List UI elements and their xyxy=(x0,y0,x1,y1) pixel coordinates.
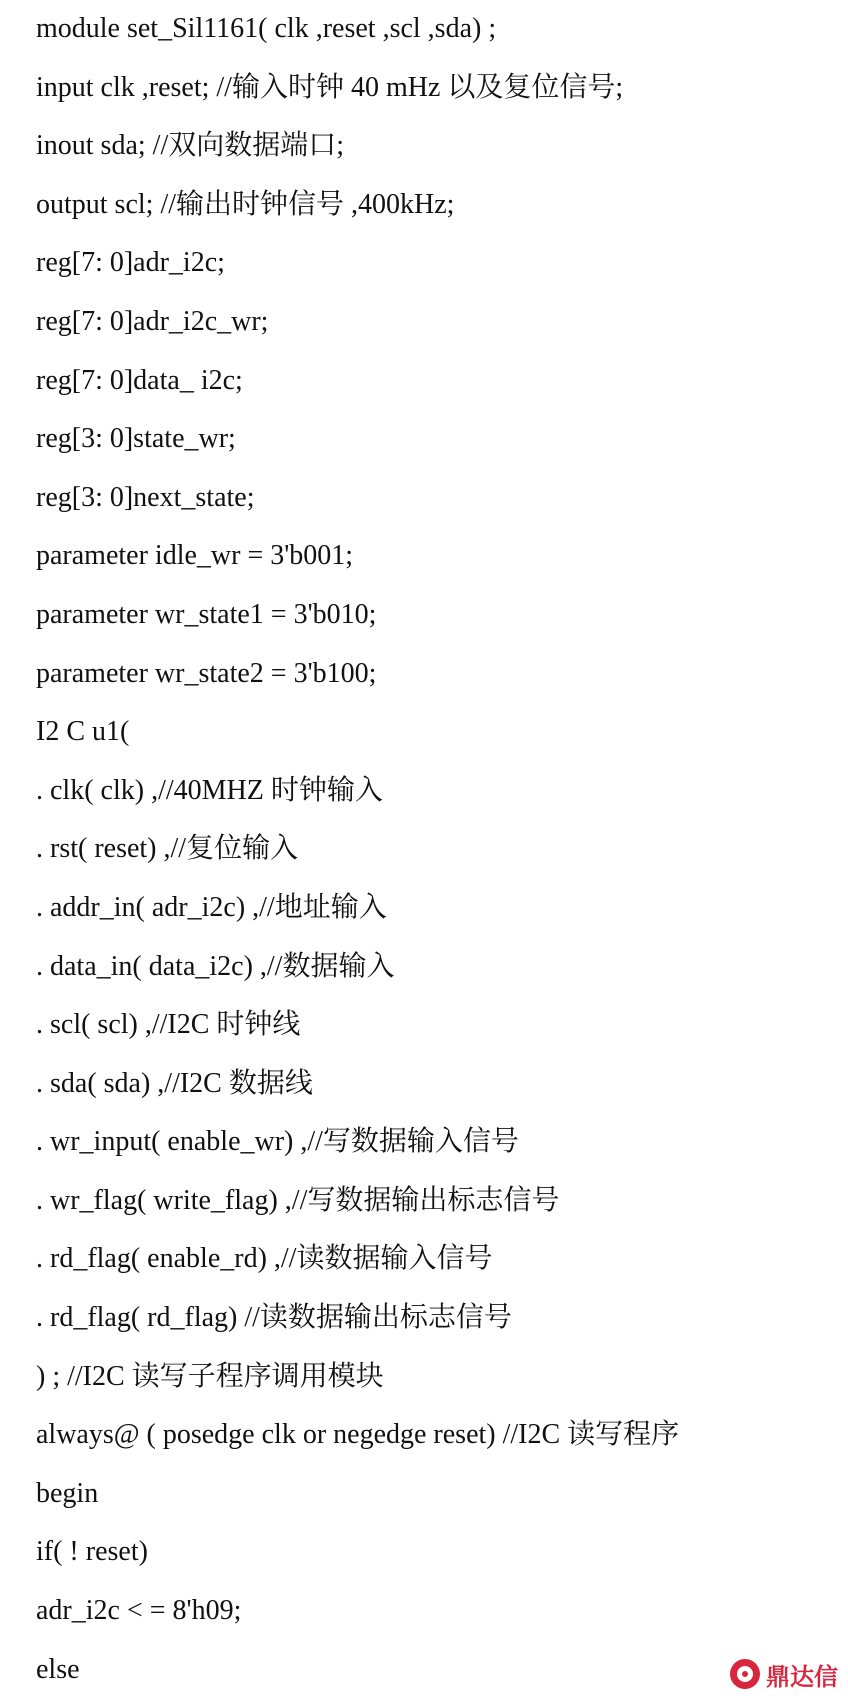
code-line: . wr_flag( write_flag) ,//写数据输出标志信号 xyxy=(36,1184,560,1216)
code-line: module set_Sil1161( clk ,reset ,scl ,sda) ; xyxy=(36,13,497,44)
code-line: output scl; //输出时钟信号 ,400kHz; xyxy=(36,188,455,220)
code-line: reg[3: 0]state_wr; xyxy=(36,423,236,455)
code-line: . rst( reset) ,//复位输入 xyxy=(36,833,299,865)
code-line: adr_i2c < = 8'h09; xyxy=(36,1595,242,1627)
watermark-text: 鼎达信 xyxy=(766,1662,838,1691)
code-listing xyxy=(36,0,836,1699)
code-line: ) ; //I2C 读写子程序调用模块 xyxy=(36,1360,384,1392)
watermark xyxy=(730,1654,838,1694)
code-line: parameter idle_wr = 3'b001; xyxy=(36,540,354,572)
code-line: parameter wr_state2 = 3'b100; xyxy=(36,657,377,689)
code-line: . data_in( data_i2c) ,//数据输入 xyxy=(36,950,395,982)
code-line: reg[7: 0]adr_i2c; xyxy=(36,247,225,279)
code-line: . scl( scl) ,//I2C 时钟线 xyxy=(36,1009,301,1041)
code-line: . addr_in( adr_i2c) ,//地址输入 xyxy=(36,891,387,923)
code-line: if( ! reset) xyxy=(36,1536,148,1568)
code-line: begin xyxy=(36,1477,99,1509)
code-line: always@ ( posedge clk or negedge reset) //I2C 读写程序 xyxy=(36,1419,680,1451)
code-line: inout sda; //双向数据端口; xyxy=(36,130,345,162)
dingdaxin-logo-icon xyxy=(730,1659,760,1689)
code-line: input clk ,reset; //输入时钟 40 mHz 以及复位信号; xyxy=(36,71,624,103)
code-line: . wr_input( enable_wr) ,//写数据输入信号 xyxy=(36,1126,519,1158)
code-line: reg[3: 0]next_state; xyxy=(36,481,255,513)
code-line: . rd_flag( rd_flag) //读数据输出标志信号 xyxy=(36,1302,512,1334)
code-line: I2 C u1( xyxy=(36,716,130,748)
code-line: reg[7: 0]data_ i2c; xyxy=(36,364,243,396)
code-line: parameter wr_state1 = 3'b010; xyxy=(36,598,377,630)
code-line: reg[7: 0]adr_i2c_wr; xyxy=(36,305,269,337)
code-line: . sda( sda) ,//I2C 数据线 xyxy=(36,1067,313,1099)
code-line: else xyxy=(36,1653,80,1685)
code-line: . clk( clk) ,//40MHZ 时钟输入 xyxy=(36,774,383,806)
code-line: . rd_flag( enable_rd) ,//读数据输入信号 xyxy=(36,1243,493,1275)
